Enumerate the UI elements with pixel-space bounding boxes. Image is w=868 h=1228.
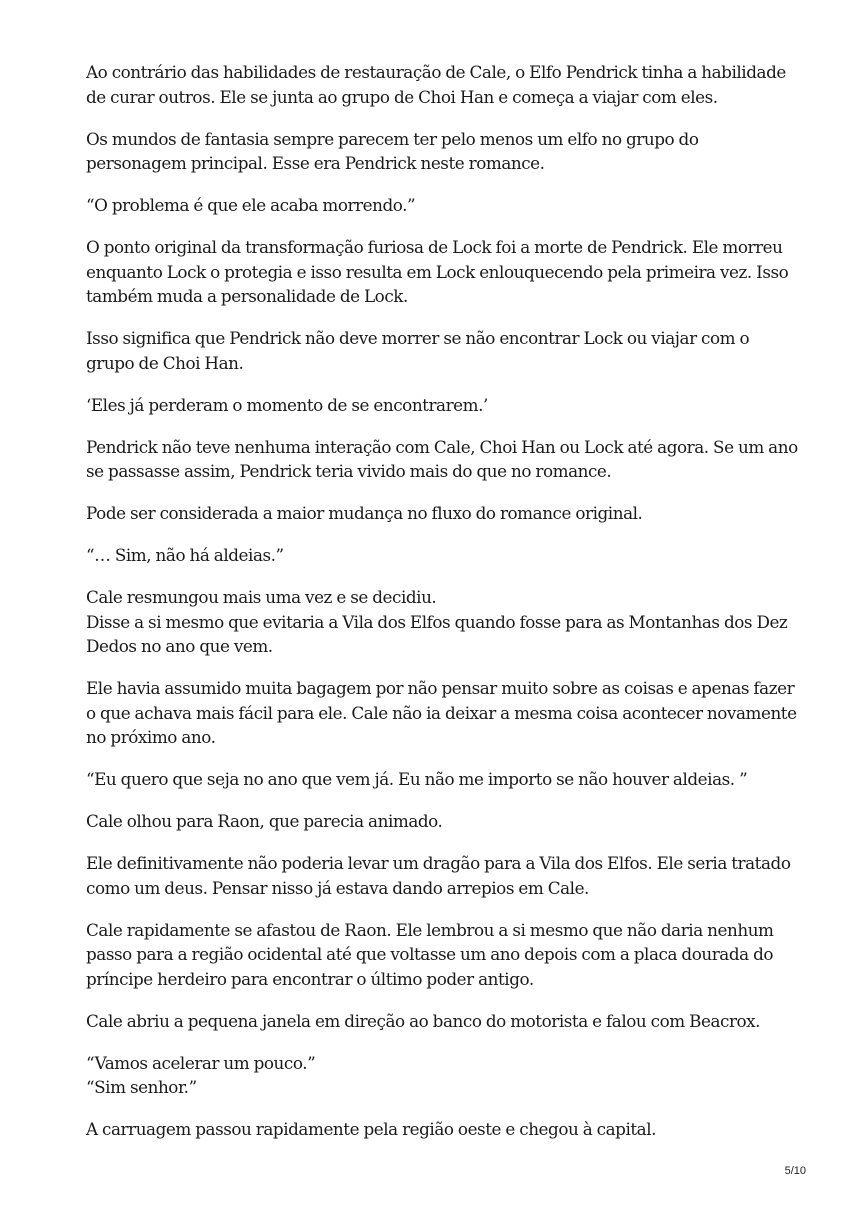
page-number: 5/10 — [784, 1165, 806, 1177]
text-line: também muda a personalidade de Lock. — [86, 286, 408, 306]
text-line: Isso significa que Pendrick não deve morrer se não encontrar Lock ou viajar com o — [86, 328, 750, 348]
paragraph — [86, 326, 786, 375]
text-line: O ponto original da transformação furiosa de Lock foi a morte de Pendrick. Ele morreu — [86, 237, 783, 257]
text-line: grupo de Choi Han. — [86, 352, 244, 373]
text-line: “Vamos acelerar um pouco.” — [86, 1052, 316, 1073]
paragraph — [86, 1009, 786, 1034]
text-line: o que achava mais fácil para ele. Cale não ia deixar a mesma coisa acontecer novamente — [86, 702, 797, 723]
paragraph — [86, 676, 797, 750]
text-line: Pendrick não teve nenhuma interação com Cale, Choi Han ou Lock até agora. Se um ano — [86, 436, 798, 457]
text-line: Disse a si mesmo que evitaria a Vila dos Elfos quando fosse para as Montanhas dos Dez — [86, 611, 788, 632]
text-line: Cale abriu a pequena janela em direção ao banco do motorista e falou com Beacrox. — [86, 1010, 761, 1031]
paragraph — [86, 501, 786, 526]
paragraph — [86, 543, 786, 568]
text-line: no próximo ano. — [86, 727, 216, 747]
document-body — [86, 60, 798, 1159]
text-line: de curar outros. Ele se junta ao grupo de Choi Han e começa a viajar com eles. — [86, 86, 718, 107]
text-line: Ao contrário das habilidades de restauração de Cale, o Elfo Pendrick tinha a habilidade — [86, 62, 786, 82]
paragraph — [86, 235, 789, 309]
paragraph — [86, 918, 786, 992]
text-line: se passasse assim, Pendrick teria vivido mais do que no romance. — [86, 461, 612, 481]
paragraph — [86, 1051, 786, 1100]
text-line: “O problema é que ele acaba morrendo.” — [86, 195, 416, 215]
paragraph — [86, 767, 786, 792]
text-line: Pode ser considerada a maior mudança no fluxo do romance original. — [86, 503, 643, 523]
text-line: Dedos no ano que vem. — [86, 636, 273, 656]
text-line: passo para a região ocidental até que voltasse um ano depois com a placa dourada do — [86, 944, 774, 964]
text-line: Cale olhou para Raon, que parecia animado. — [86, 811, 443, 831]
text-line: “… Sim, não há aldeias.” — [86, 545, 284, 565]
text-line: enquanto Lock o protegia e isso resulta em Lock enlouquecendo pela primeira vez. Isso — [86, 261, 789, 282]
text-line: ‘Eles já perderam o momento de se encontrarem.’ — [86, 394, 488, 415]
text-line: A carruagem passou rapidamente pela região oeste e chegou à capital. — [86, 1119, 657, 1139]
text-line: personagem principal. Esse era Pendrick neste romance. — [86, 153, 545, 173]
text-line: príncipe herdeiro para encontrar o último poder antigo. — [86, 968, 534, 989]
text-line: Ele definitivamente não poderia levar um dragão para a Vila dos Elfos. Ele seria tratado — [86, 853, 791, 873]
paragraph — [86, 809, 786, 834]
text-line: como um deus. Pensar nisso já estava dando arrepios em Cale. — [86, 877, 589, 898]
paragraph — [86, 435, 798, 484]
paragraph — [86, 60, 786, 109]
text-line: Cale rapidamente se afastou de Raon. Ele lembrou a si mesmo que não daria nenhum — [86, 919, 774, 940]
paragraph — [86, 127, 786, 176]
paragraph — [86, 851, 791, 900]
text-line: Os mundos de fantasia sempre parecem ter pelo menos um elfo no grupo do — [86, 128, 699, 149]
paragraph — [86, 1117, 786, 1142]
text-line: “Eu quero que seja no ano que vem já. Eu não me importo se não houver aldeias. ” — [86, 769, 748, 789]
text-line: Ele havia assumido muita bagagem por não pensar muito sobre as coisas e apenas fazer — [86, 678, 795, 698]
paragraph — [86, 585, 786, 659]
paragraph — [86, 193, 786, 218]
text-line: “Sim senhor.” — [86, 1077, 197, 1097]
text-line: Cale resmungou mais uma vez e se decidiu. — [86, 587, 437, 607]
paragraph — [86, 393, 786, 418]
